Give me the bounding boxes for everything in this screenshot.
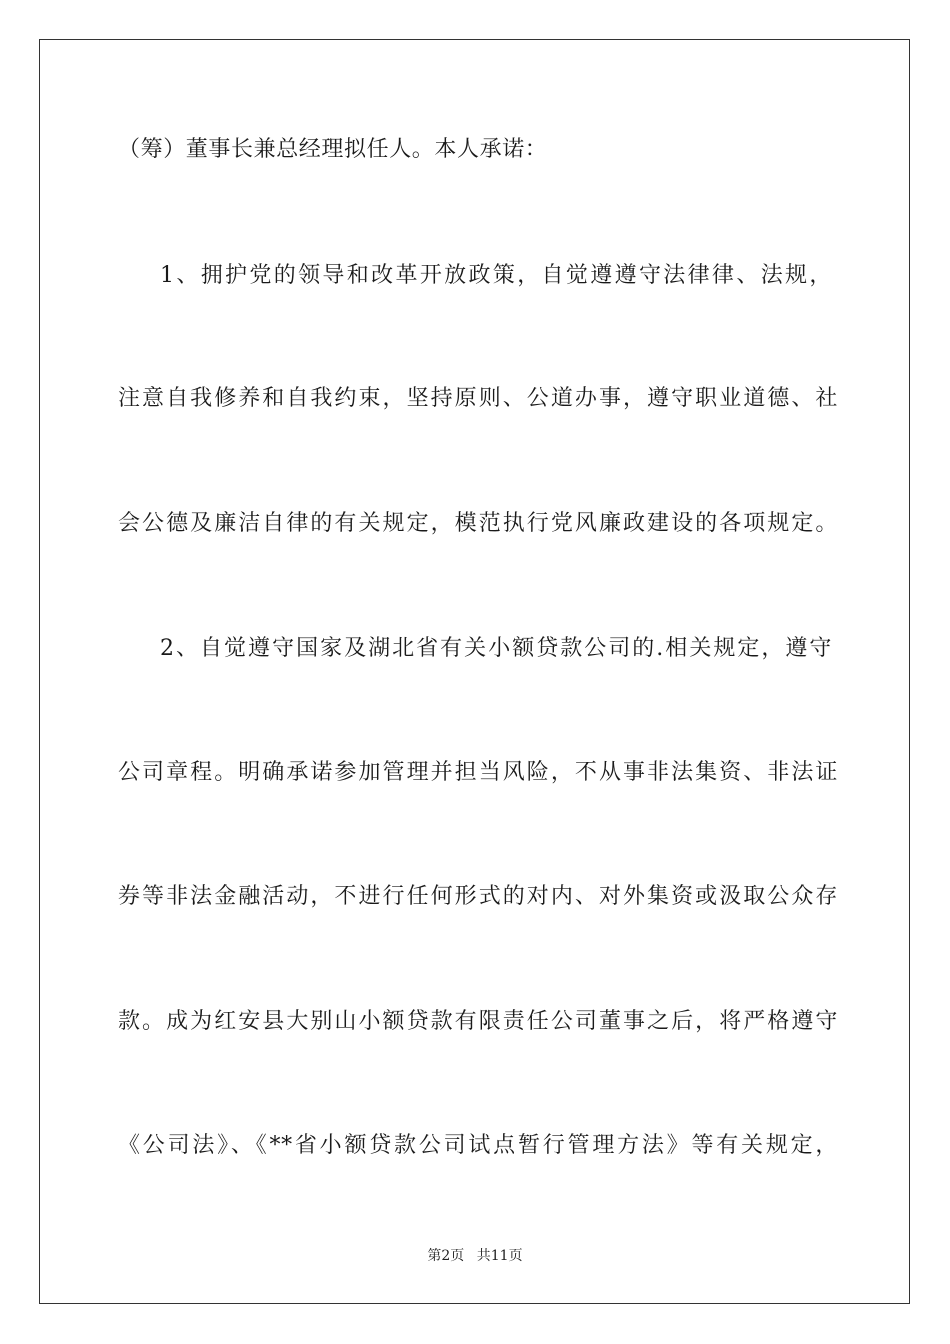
text-line-7: 券等非法金融活动，不进行任何形式的对内、对外集资或汲取公众存 [118, 884, 838, 909]
page-border [39, 39, 910, 1304]
text-line-1: （筹）董事长兼总经理拟任人。本人承诺： [118, 137, 548, 162]
text-line-3: 注意自我修养和自我约束，坚持原则、公道办事，遵守职业道德、社 [118, 386, 838, 411]
text-line-2: 1、拥护党的领导和改革开放政策，自觉遵遵守法律律、法规， [160, 263, 832, 288]
page-footer [0, 1247, 950, 1265]
text-line-4: 会公德及廉洁自律的有关规定，模范执行党风廉政建设的各项规定。 [118, 511, 838, 536]
text-line-9: 《公司法》、《**省小额贷款公司试点暂行管理方法》等有关规定， [118, 1133, 838, 1158]
text-line-6: 公司章程。明确承诺参加管理并担当风险，不从事非法集资、非法证 [118, 760, 838, 785]
text-line-8: 款。成为红安县大别山小额贷款有限责任公司董事之后，将严格遵守 [118, 1009, 838, 1034]
text-line-5: 2、自觉遵守国家及湖北省有关小额贷款公司的.相关规定，遵守 [160, 636, 832, 661]
page-total: 共11页 [476, 1248, 523, 1264]
page-number: 第2页 [427, 1248, 465, 1264]
